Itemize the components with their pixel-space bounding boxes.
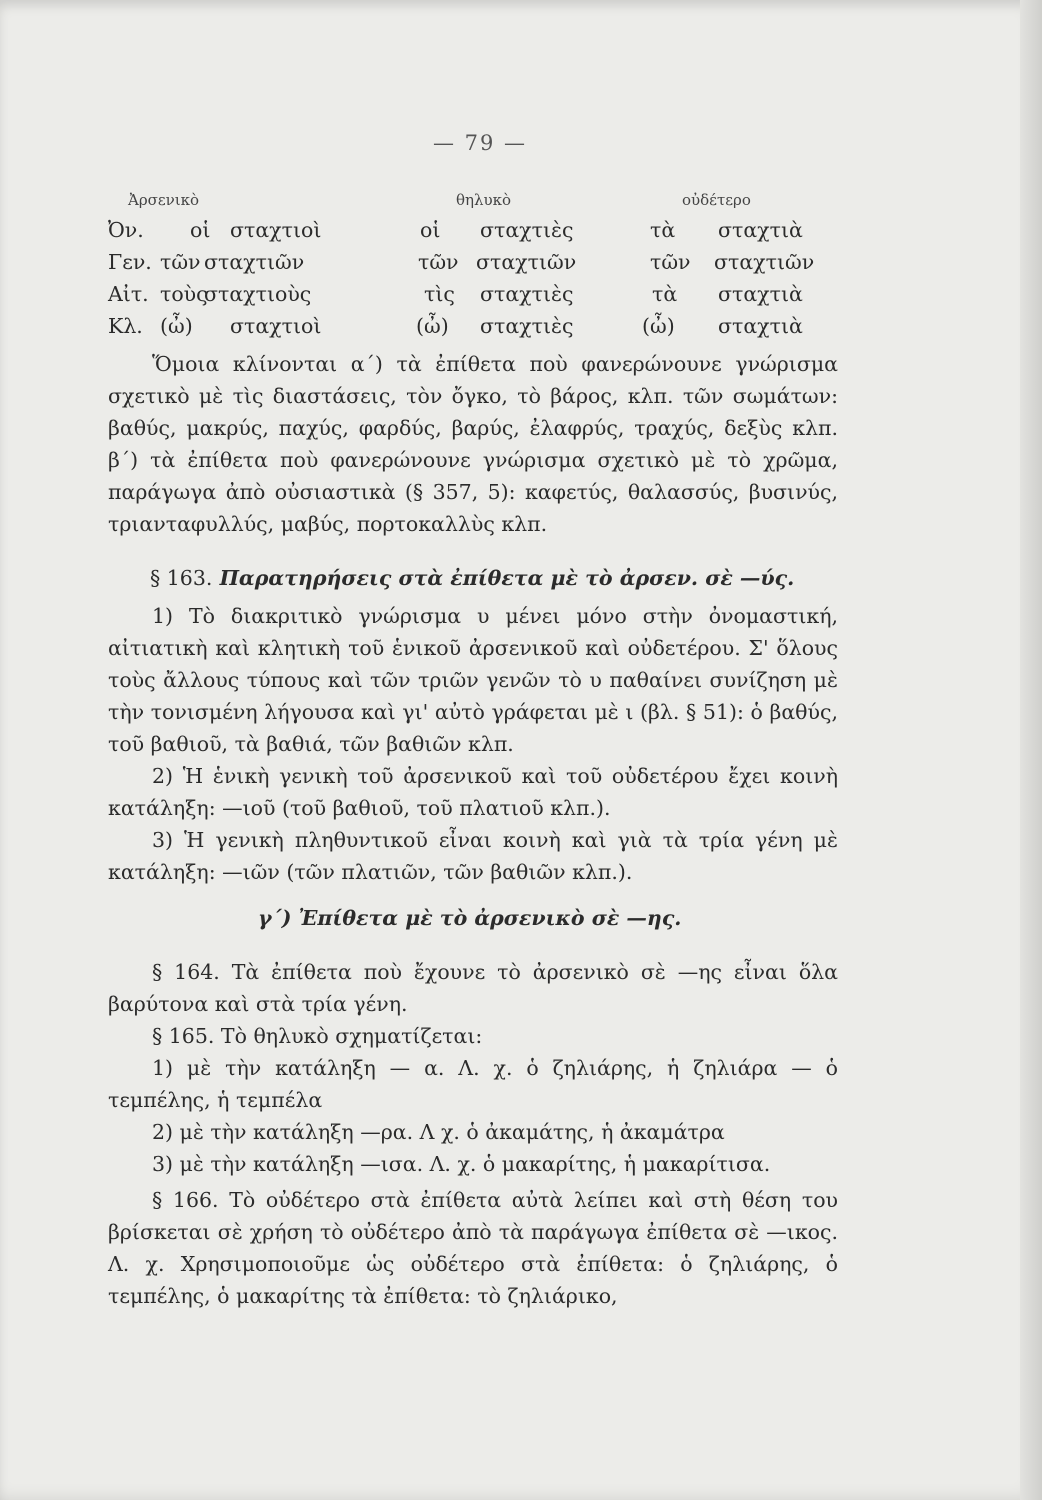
form-feminine: σταχτιὲς <box>480 218 574 242</box>
paragraph-note-2: 2) Ἡ ἑνικὴ γενικὴ τοῦ ἀρσενικοῦ καὶ τοῦ οὐδετέρου ἔχει κοινὴ κατάληξη: —ιοῦ (τοῦ βαθιοῦ, τοῦ πλατιοῦ κλπ.). <box>108 764 838 820</box>
paragraph-165-rule-1: 1) μὲ τὴν κατάληξη — α. Λ. χ. ὁ ζηλιάρης, ἡ ζηλιάρα — ὁ τεμπέλης, ἡ τεμπέλα <box>108 1056 838 1112</box>
article: τῶν <box>650 250 691 274</box>
form-masculine: σταχτιῶν <box>204 250 305 274</box>
case-label: Γεν. <box>108 250 152 274</box>
form-neuter: σταχτιὰ <box>718 314 803 338</box>
article: (ὦ) <box>416 314 449 338</box>
header-feminine: θηλυκὸ <box>456 191 512 209</box>
paragraph-note-1: 1) Τὸ διακριτικὸ γνώρισμα υ μένει μόνο στὴν ὀνομαστική, αἰτιατικὴ καὶ κλητικὴ τοῦ ἑνικοῦ ἀρσενικοῦ καὶ οὐδετέρου. Σ' ὅλους τοὺς ἄλλους τύπους καὶ τῶν τριῶν γενῶν τὸ υ παθαίνει συνίζηση μὲ τὴν τονισμένη λήγουσα καὶ γι' αὐτὸ γράφεται μὲ ι (βλ. § 51): ὁ βαθύς, τοῦ βαθιοῦ, τὰ βαθιά, τῶν βαθιῶν κλπ. <box>108 604 838 756</box>
paragraph-164: § 164. Τὰ ἐπίθετα ποὺ ἔχουνε τὸ ἀρσενικὸ σὲ —ης εἶναι ὅλα βαρύτονα καὶ στὰ τρία γένη. <box>108 960 838 1016</box>
article: τῶν <box>418 250 459 274</box>
paragraph-similar-adjectives: Ὅμοια κλίνονται α΄) τὰ ἐπίθετα ποὺ φανερώνουνε γνώρισμα σχετικὸ μὲ τὶς διαστάσεις, τὸν ὄγκο, τὸ βάρος, κλπ. τῶν σωμάτων: βαθύς, μακρύς, παχύς, φαρδύς, βαρύς, ἐλαφρύς, τραχύς, δεξὺς κλπ. β΄) τὰ ἐπίθετα ποὺ φανερώνουνε γνώρισμα σχετικὸ μὲ τὸ χρῶμα, παράγωγα ἀπὸ οὐσιαστικὰ (§ 357, 5): καφετύς, θαλασσύς, βυσινύς, τριανταφυλλύς, μαβύς, πορτοκαλλὺς κλπ. <box>108 352 838 536</box>
section-title: Παρατηρήσεις στὰ ἐπίθετα μὲ τὸ ἀρσεν. σὲ —ύς. <box>219 566 795 590</box>
case-label: Αἰτ. <box>108 282 149 306</box>
paragraph-166: § 166. Τὸ οὐδέτερο στὰ ἐπίθετα αὐτὰ λείπει καὶ στὴ θέση του βρίσκεται σὲ χρήση τὸ οὐδέτερο ἀπὸ τὰ παράγωγα ἐπίθετα σὲ —ικος. Λ. χ. Χρησιμοποιοῦμε ὡς οὐδέτερο στὰ ἐπίθετα: ὁ ζηλιάρης, ὁ τεμπέλης, ὁ μακαρίτης τὰ ἐπίθετα: τὸ ζηλιάρικο, <box>108 1188 838 1308</box>
paragraph-note-3: 3) Ἡ γενικὴ πληθυντικοῦ εἶναι κοινὴ καὶ γιὰ τὰ τρία γένη μὲ κατάληξη: —ιῶν (τῶν πλατιῶν, τῶν βαθιῶν κλπ.). <box>108 828 838 884</box>
form-feminine: σταχτιὲς <box>480 314 574 338</box>
article: οἱ <box>190 218 211 242</box>
form-feminine: σταχτιὲς <box>480 282 574 306</box>
article: τὰ <box>652 282 678 306</box>
article: τὶς <box>424 282 455 306</box>
section-163-heading <box>150 566 794 590</box>
section-number: § 163. <box>150 566 213 590</box>
paragraph-165-rule-2: 2) μὲ τὴν κατάληξη —ρα. Λ χ. ὁ ἀκαμάτης, ἡ ἀκαμάτρα <box>152 1120 725 1144</box>
article: (ὦ) <box>160 314 193 338</box>
page-edge-shadow <box>1020 0 1042 1500</box>
form-neuter: σταχτιῶν <box>714 250 815 274</box>
article: τῶν <box>160 250 201 274</box>
form-masculine: σταχτιοὶ <box>230 218 322 242</box>
form-masculine: σταχτιοὺς <box>204 282 312 306</box>
form-neuter: σταχτιὰ <box>718 282 803 306</box>
article: (ὦ) <box>642 314 675 338</box>
header-masculine: Ἀρσενικὸ <box>128 191 200 209</box>
article: τὰ <box>650 218 676 242</box>
paragraph-165: § 165. Τὸ θηλυκὸ σχηματίζεται: <box>152 1024 483 1048</box>
subsection-heading: γ΄) Ἐπίθετα μὲ τὸ ἀρσενικὸ σὲ —ης. <box>258 906 682 930</box>
form-masculine: σταχτιοὶ <box>230 314 322 338</box>
form-neuter: σταχτιὰ <box>718 218 803 242</box>
paragraph-165-rule-3: 3) μὲ τὴν κατάληξη —ισα. Λ. χ. ὁ μακαρίτης, ἡ μακαρίτισα. <box>152 1152 771 1176</box>
header-neuter: οὐδέτερο <box>682 191 751 209</box>
article: τοὺς <box>160 282 208 306</box>
page-number: — 79 — <box>432 131 528 155</box>
case-label: Ὀν. <box>108 218 144 242</box>
form-feminine: σταχτιῶν <box>476 250 577 274</box>
article: οἱ <box>420 218 441 242</box>
case-label: Κλ. <box>108 314 143 338</box>
